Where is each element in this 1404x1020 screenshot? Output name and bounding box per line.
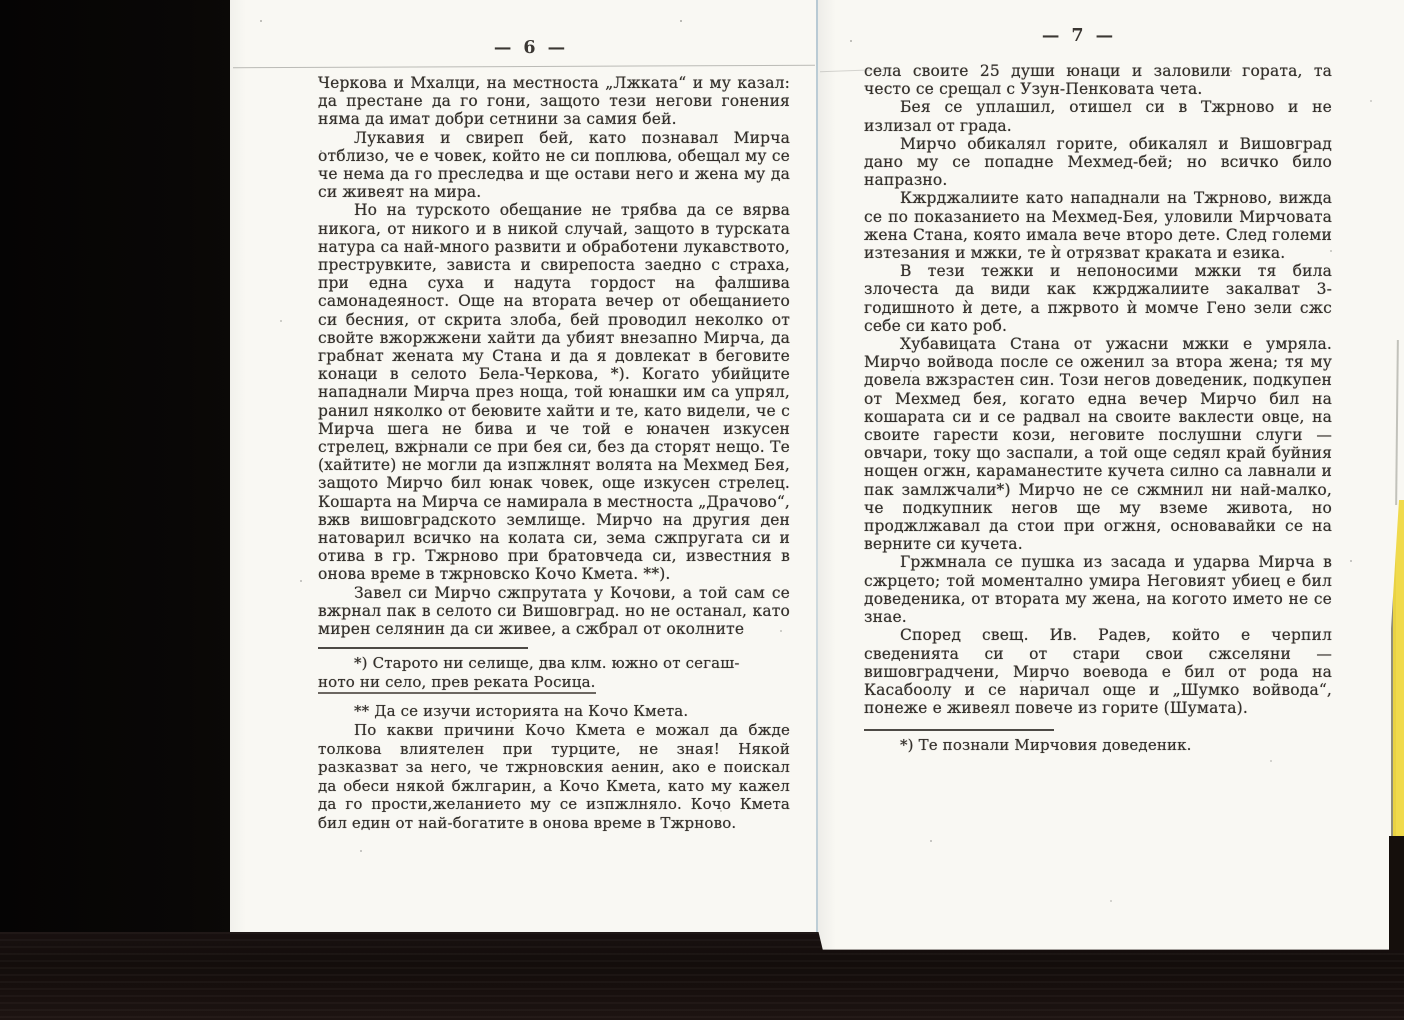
paragraph: Бея се уплашил, отишел си в Тжрново и не излизал от града. bbox=[864, 98, 1332, 135]
footnote-2-body: По какви причини Кочо Кмета е можал да бжде толкова влиятелен при турците, не зная! Някой разказват за него, че тжрновския аенин, ако е поискал да обеси някой бжлгарин, а Кочо Кмета, като му кажел да го прости,желанието му се изпжлняло. Кочо Кмета бил един от най-богатите в онова време в Тжрново. bbox=[318, 721, 790, 833]
paragraph: Лукавия и свиреп бей, като познавал Мирча отблизо, че е човек, който не си поплюва, обещал му се че нема да го преследва и ще остави него и жена му да си живеят на мира. bbox=[318, 128, 790, 202]
page-right bbox=[818, 0, 1404, 956]
footnote-1: *) Те познали Мирчовия доведеник. bbox=[900, 736, 1192, 755]
paragraph: Но на турското обещание не трябва да се вярва никога, от никого и в никой случай, защото в турската натура са най-много развити и обработени лукавството, преструвките, зависта и свирепоста заедно с страха, при една суха и надута гордост на фалшива самонадеяност. Още на втората вечер от обещанието си бесния, от скрита злоба, бей проводил неколко от свойте вжоржжени хайти да убият внезапно Мирча, да грабнат жената му Стана и да я довлекат в беговите конаци в селото Бела-Черкова, *). Когато убийците нападнали Мирча през ноща, той юнашки им са упрял, ранил няколко от беювите хайти и те, като видели, че с Мирча шега не бива и че той е юначен изкусен стрелец, вжрнали се при бея си, без да сторят нещо. Те (хайтите) не могли да изпжлнят волята на Мехмед Бея, защото Мирчо бил юнак човек, още изкусен стрелец. Кошарта на Мирча се намирала в местноста „Драчово“, вжв вишовградското землище. Мирчо на другия ден натоварил всичко на колата си, зема сжпругата си и отива в гр. Тжрново при братовчеда си, известния в онова време в тжрновско Кочо Кмета. **). bbox=[318, 201, 790, 584]
body-text-left bbox=[318, 74, 790, 833]
page-number-right: — 7 — bbox=[1041, 26, 1117, 46]
paragraph: Мирчо обикалял горите, обикалял и Вишовград дано му се попадне Мехмед-бей; но всичко било напразно. bbox=[864, 134, 1332, 190]
scan-noise bbox=[260, 20, 262, 22]
paragraph: села своите 25 души юнаци и заловили гората, та често се срещал с Узун-Пенковата чета. bbox=[864, 62, 1332, 99]
paragraph: Завел си Мирчо сжпрутата у Кочови, а той сам се вжрнал пак в селото си Вишовград. но не останал, като мирен селянин да си живее, а сжбрал от околните bbox=[318, 583, 790, 639]
footnote-1-line-2 bbox=[318, 673, 790, 695]
footnote-rule bbox=[864, 729, 1054, 731]
footnote-2-heading: ** Да се изучи историята на Кочо Кмета. bbox=[354, 702, 689, 721]
paragraph: Гржмнала се пушка из засада и ударва Мирча в сжрцето; той моментално умира Неговият убиец е бил доведеника, от втората му жена, на когото името не се знае. bbox=[864, 553, 1332, 627]
paragraph: Кжрджалиите като нападнали на Тжрново, вижда се по показанието на Мехмед-Бея, уловили Мирчовата жена Стана, която имала вече второ дете. След големи изтезания и мжки, те ѝ отрязват краката и езика. bbox=[864, 189, 1332, 263]
paragraph: Черкова и Мхалци, на местноста „Лжката“ и му казал: да престане да го гони, защото тези негови гонения няма да имат добри сетнини за самия бей. bbox=[318, 74, 790, 129]
scanner-background-patch bbox=[1389, 836, 1404, 956]
footnote-1-line-1: *) Старото ни селище, два клм. южно от сегаш- bbox=[354, 654, 740, 673]
paragraph: В тези тежки и непоносими мжки тя била злочеста да види как кжрджалиите закалват 3-годишното ѝ дете, а пжрвото ѝ момче Гено зели сжс себе си като роб. bbox=[864, 262, 1332, 335]
footnote-rule bbox=[318, 647, 528, 649]
paragraph: Хубавицата Стана от ужасни мжки е умряла. Мирчо войвода после се оженил за втора жена; тя му довела вжзрастен син. Този негов доведеник, подкупен от Мехмед бея, когато една вечер Мирчо бил на кошарата си и се радвал на своите ваклести овце, на своите гарести кози, неговите послушни слуги —овчари, току що заспали, а той още седял край буйния нощен огжн, караманестите кучета силно са лавнали и пак замлжчали*) Мирчо не се сжмнил ни най-малко, че подкупник негов ще му вземе живота, но проджлжавал да стои при огжня, основавайки се на верните си кучета. bbox=[864, 335, 1332, 554]
page-left bbox=[230, 0, 818, 940]
scan-noise bbox=[850, 40, 852, 42]
body-text-right bbox=[864, 62, 1332, 755]
paragraph: Според свещ. Ив. Радев, който е черпил сведенията си от стари свои сжселяни — вишовградчени, Мирчо воевода е бил от рода на Касабоолу и се наричал още и „Шумко войвода“, понеже е живеял повече из горите (Шумата). bbox=[864, 626, 1332, 718]
underlined-text: ното ни село, прев реката Росица. bbox=[318, 673, 596, 695]
scanner-background-left bbox=[0, 0, 230, 1020]
binding-gutter-line bbox=[816, 0, 818, 946]
page-number-left: — 6 — bbox=[493, 38, 569, 58]
